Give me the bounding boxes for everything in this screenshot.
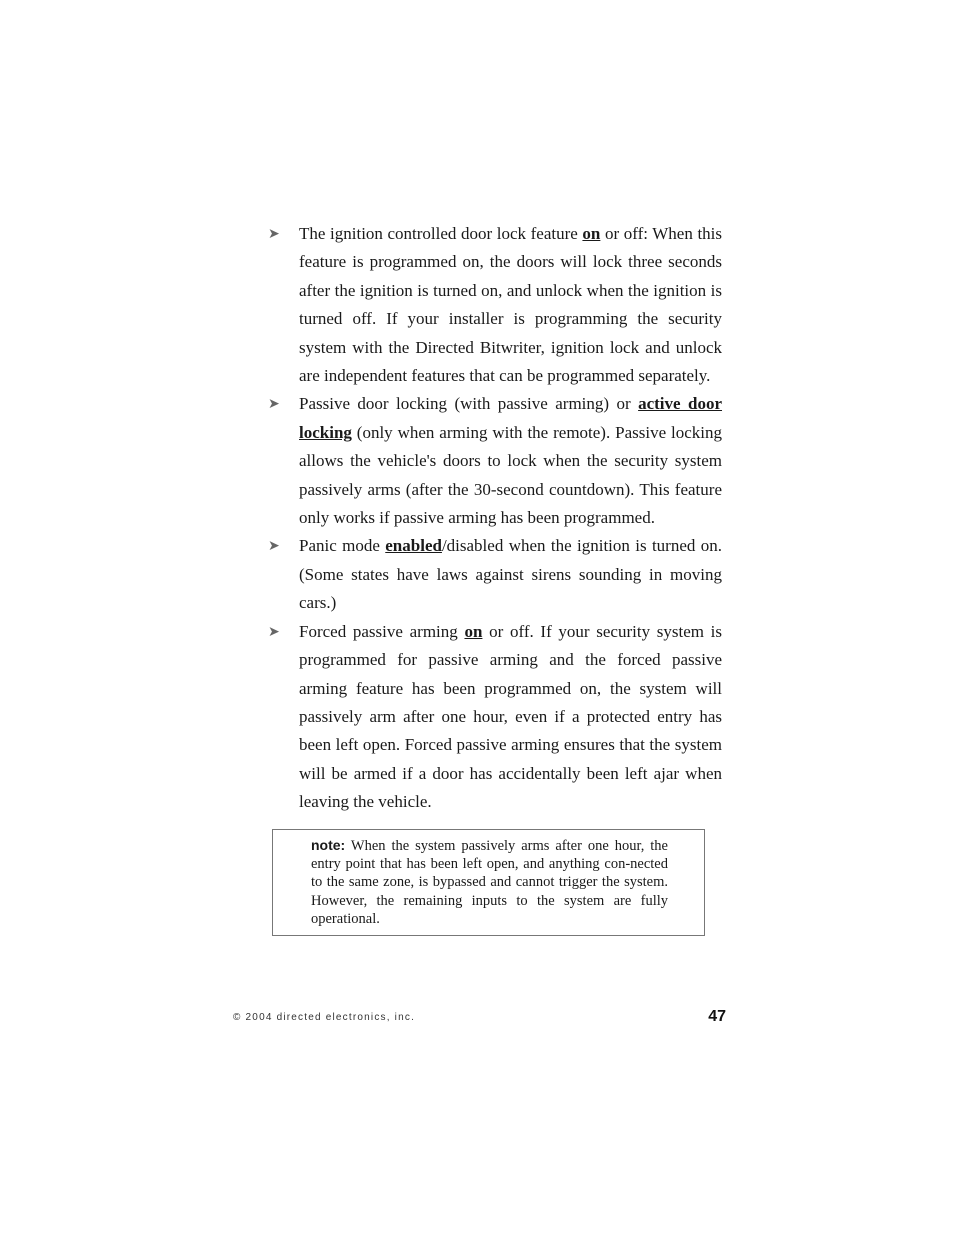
copyright-text: © 2004 directed electronics, inc.: [233, 1012, 416, 1023]
list-item: [268, 532, 722, 617]
emphasized-term: on: [464, 621, 483, 641]
item-text: /disabled when the ignition is turned on. (Some states have laws against sirens sounding in moving cars.): [299, 536, 722, 613]
note-body: When the system passively arms after one hour, the entry point that has been left open, and anything con-nected to the same zone, is bypassed and cannot trigger the system. However, the remaining inputs to the system are fully operational.: [311, 838, 668, 927]
feature-list: [268, 220, 722, 817]
arrow-bullet-icon: ➤: [268, 538, 280, 555]
emphasized-term: enabled: [385, 536, 442, 556]
page-number: 47: [708, 1008, 726, 1025]
arrow-bullet-icon: ➤: [268, 226, 280, 242]
arrow-bullet-icon: ➤: [268, 623, 280, 640]
emphasized-term: on: [582, 224, 601, 243]
list-item: [268, 220, 722, 390]
item-text: or off. If your security system is programmed for passive arming and the forced passive arming feature has been programmed on, the system will passively arm after one hour, even if a protected entry has been left open. Forced passive arming ensures that the system will be armed if a door has accidentally been left ajar when leaving the vehicle.: [299, 621, 723, 812]
list-item: [268, 618, 722, 817]
note-box: [272, 829, 705, 936]
arrow-bullet-icon: ➤: [268, 396, 280, 413]
item-text: or off: When this feature is programmed on, the doors will lock three seconds after the ignition is turned on, and unlock when the ignition is turned off. If your installer is programming the security system with the Directed Bitwriter, ignition lock and unlock are independent features that can be programmed separately.: [299, 224, 723, 386]
item-text: The ignition controlled door lock feature: [299, 224, 583, 243]
item-text: Forced passive arming: [299, 621, 465, 641]
note-label: note:: [311, 837, 346, 853]
item-text: (only when arming with the remote). Passive locking allows the vehicle's doors to lock when the security system passively arms (after the 30-second countdown). This feature only works if passive arming has been programmed.: [299, 422, 722, 528]
emphasized-term: active door locking: [299, 394, 723, 442]
note-text: [311, 836, 668, 928]
item-text: Passive door locking (with passive arming) or: [299, 394, 639, 414]
list-item: [268, 390, 722, 532]
item-text: Panic mode: [299, 536, 386, 556]
